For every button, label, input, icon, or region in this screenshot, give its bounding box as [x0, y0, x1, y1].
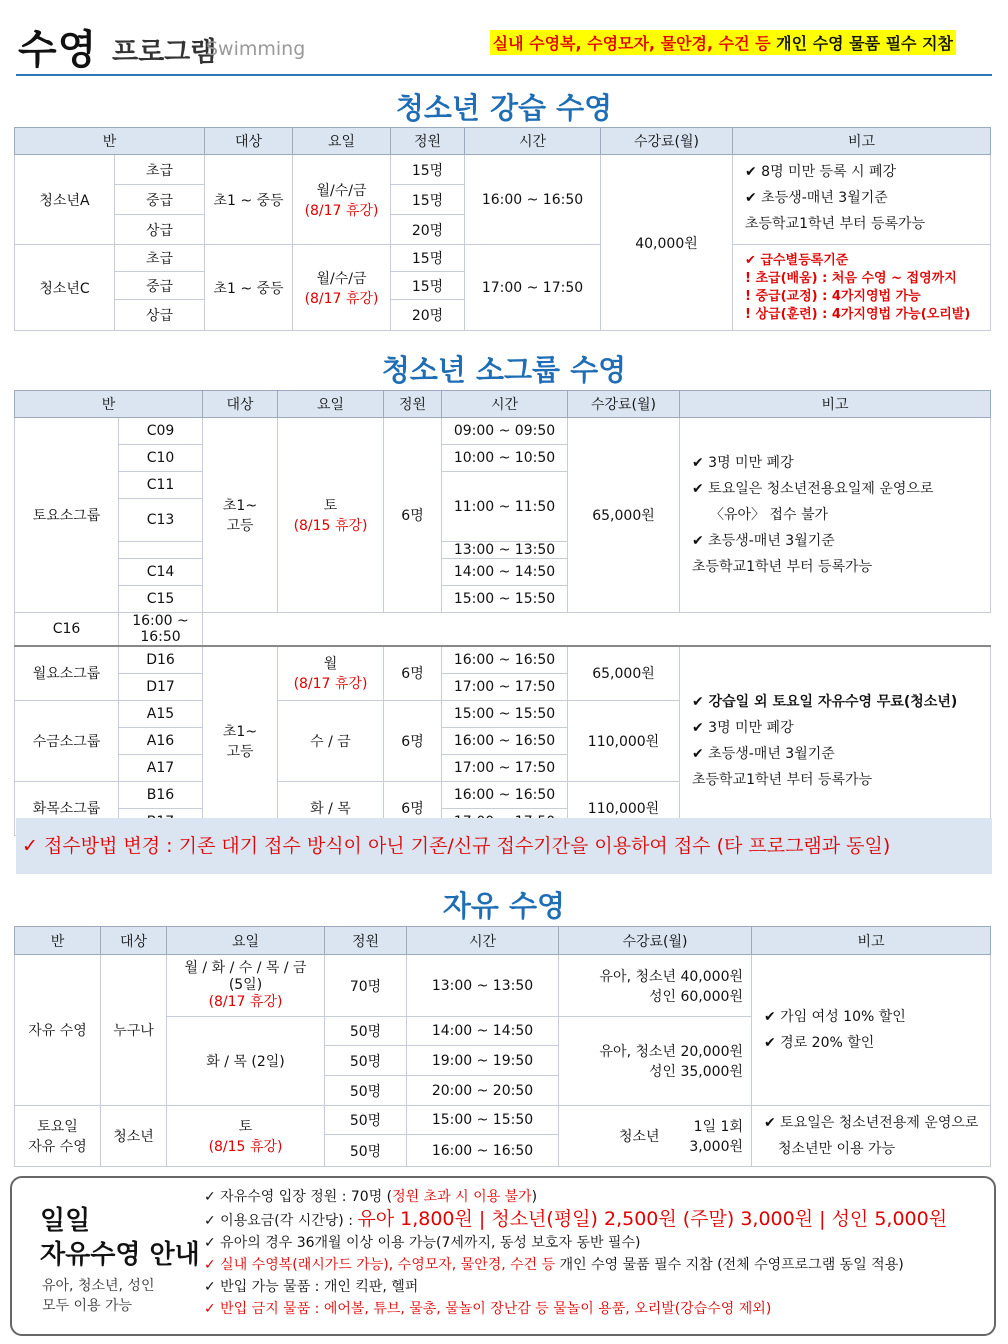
daily-title-line: 자유수영 안내	[40, 1240, 200, 1270]
fee-line: 성인 60,000원	[648, 988, 743, 1005]
page-subtitle: 프로그램	[112, 37, 217, 68]
days-cell	[167, 955, 325, 1017]
time-cell: 16:00 ~ 16:50	[442, 781, 568, 808]
holiday-text: (8/17 휴강)	[304, 290, 379, 307]
free-swim-table	[14, 926, 991, 1167]
capacity-cell: 15명	[391, 272, 465, 300]
notice-black: 개인 수영 물품 필수 지참	[770, 34, 953, 53]
fee-line: 성인 35,000원	[648, 1064, 743, 1080]
time-cell: 14:00 ~ 14:50	[407, 1017, 559, 1046]
capacity-cell: 6명	[384, 418, 442, 613]
class-name-line: 자유 수영	[28, 1139, 87, 1155]
class-name: 월요소그룹	[15, 646, 119, 700]
capacity-cell: 50명	[325, 1135, 407, 1167]
days-cell: 화 / 목	[278, 781, 384, 835]
time-cell: 16:00 ~ 16:50	[465, 155, 601, 245]
capacity-cell: 15명	[391, 185, 465, 215]
code-cell: C10	[119, 445, 203, 472]
time-cell: 16:00 ~ 16:50	[119, 613, 203, 647]
info-text-red: 유아 1,800원 | 청소년(평일) 2,500원 (주말) 3,000원 | 성인 5,000원	[357, 1208, 948, 1230]
holiday-text: (8/17 휴강)	[293, 676, 368, 693]
code-cell: D16	[119, 646, 203, 673]
daily-info-list	[204, 1186, 947, 1320]
class-name: 수금소그룹	[15, 700, 119, 781]
note-line: 초등학교1학년 부터 등록가능	[692, 771, 873, 788]
info-text-red: 정원 초과 시 이용 불가	[392, 1189, 532, 1205]
days-text: 토	[238, 1119, 253, 1135]
fee-line: 유아, 청소년 40,000원	[599, 968, 743, 985]
fee-cell: 40,000원	[601, 155, 733, 331]
code-cell: C16	[15, 613, 119, 647]
note-line: ✔ 초등생-매년 3월기준	[692, 745, 835, 762]
fee-cell: 65,000원	[568, 418, 680, 613]
fee-cell: 65,000원	[568, 646, 680, 700]
class-name: 청소년C	[15, 245, 115, 331]
registration-change-notice: ✓ 접수방법 변경 : 기존 대기 접수 방식이 아닌 기존/신규 접수기간을 이용하여 접수 (타 프로그램과 동일)	[16, 818, 992, 874]
class-name-line: 토요일	[37, 1119, 78, 1135]
days-text: 월	[323, 656, 338, 673]
code-cell: C15	[119, 586, 203, 613]
level-note: ! 상급(훈련) : 4가지영법 가능(오리발)	[745, 306, 971, 322]
fee-line: 1일 1회	[693, 1119, 743, 1135]
time-cell: 17:00 ~ 17:50	[442, 673, 568, 700]
col-header-target: 대상	[205, 128, 293, 155]
level-notes-cell	[733, 245, 991, 331]
col-header-target: 대상	[203, 391, 278, 418]
spacer-cell	[119, 542, 203, 559]
days-sub: (5일)	[228, 977, 263, 993]
fee-cell	[559, 1017, 752, 1106]
capacity-cell: 50명	[325, 1076, 407, 1106]
col-header-capacity: 정원	[391, 128, 465, 155]
info-text: ✓ 이용요금(각 시간당) :	[204, 1213, 358, 1229]
note-cell	[680, 418, 991, 613]
col-header-note: 비고	[752, 927, 991, 955]
col-header-note: 비고	[733, 128, 991, 155]
code-cell: A15	[119, 700, 203, 727]
target-cell: 초1~ 고등	[203, 646, 278, 835]
notice-banner	[490, 30, 956, 55]
fee-cell: 110,000원	[568, 781, 680, 835]
col-header-time: 시간	[465, 128, 601, 155]
note-cell	[680, 646, 991, 835]
small-group-table	[14, 390, 991, 836]
daily-title	[40, 1204, 200, 1272]
col-header-class: 반	[15, 128, 205, 155]
youth-class-table	[14, 127, 991, 331]
col-header-days: 요일	[278, 391, 384, 418]
note-line: 청소년만 이용 가능	[778, 1141, 896, 1157]
capacity-cell: 15명	[391, 245, 465, 272]
days-cell	[278, 646, 384, 700]
holiday-text: (8/15 휴강)	[208, 1139, 283, 1155]
days-text: 토	[323, 498, 338, 514]
time-cell: 19:00 ~ 19:50	[407, 1046, 559, 1076]
target-cell: 청소년	[101, 1106, 167, 1167]
col-header-fee: 수강료(월)	[559, 927, 752, 955]
note-line: ✔ 3명 미만 폐강	[692, 719, 794, 736]
header-divider	[16, 74, 992, 76]
col-header-class: 반	[15, 391, 203, 418]
page-header	[16, 18, 992, 76]
fee-line: 유아, 청소년 20,000원	[599, 1044, 743, 1060]
target-cell: 초1 ~ 중등	[205, 245, 293, 331]
note-line: 초등학교1학년 부터 등록가능	[692, 559, 873, 575]
daily-title-line: 일일	[40, 1206, 91, 1236]
note-line: ✔ 강습일 외 토요일 자유수영 무료(청소년)	[692, 693, 958, 710]
daily-subtitle	[42, 1276, 154, 1316]
capacity-cell: 20명	[391, 215, 465, 245]
col-header-note: 비고	[680, 391, 991, 418]
holiday-text: (8/15 휴강)	[293, 518, 368, 534]
note-line: ✔ 토요일은 청소년전용제 운영으로	[764, 1115, 979, 1131]
col-header-class: 반	[15, 927, 101, 955]
page-title-en: Swimming	[206, 38, 306, 60]
time-cell: 13:00 ~ 13:50	[442, 542, 568, 559]
capacity-cell: 6명	[384, 781, 442, 835]
code-cell: A17	[119, 754, 203, 781]
daily-free-swim-box	[10, 1176, 996, 1336]
daily-info-fees	[204, 1208, 947, 1232]
col-header-time: 시간	[442, 391, 568, 418]
days-cell	[167, 1106, 325, 1167]
days-cell	[293, 155, 391, 245]
col-header-days: 요일	[293, 128, 391, 155]
col-header-capacity: 정원	[325, 927, 407, 955]
note-cell	[733, 155, 991, 245]
time-cell: 16:00 ~ 16:50	[442, 646, 568, 673]
info-text: ✓ 자유수영 입장 정원 : 70명 (	[204, 1189, 393, 1205]
code-cell: C13	[119, 499, 203, 542]
daily-info-capacity	[204, 1186, 947, 1208]
class-name	[15, 1106, 101, 1167]
time-cell: 14:00 ~ 14:50	[442, 559, 568, 586]
code-cell: C11	[119, 472, 203, 499]
class-name: 청소년A	[15, 155, 115, 245]
class-name: 화목소그룹	[15, 781, 119, 835]
time-cell: 09:00 ~ 09:50	[442, 418, 568, 445]
info-text-red: ✓ 실내 수영복(래시가드 가능), 수영모자, 물안경, 수건 등	[204, 1257, 556, 1273]
holiday-text: (8/17 휴강)	[208, 994, 283, 1010]
fee-label: 청소년	[619, 1129, 660, 1145]
time-cell: 20:00 ~ 20:50	[407, 1076, 559, 1106]
col-header-days: 요일	[167, 927, 325, 955]
code-cell: B16	[119, 781, 203, 808]
days-cell: 화 / 목 (2일)	[167, 1017, 325, 1106]
section-title-free-swim: 자유 수영	[442, 889, 566, 923]
note-line: ✔ 초등생-매년 3월기준	[745, 190, 888, 206]
fee-cell: 110,000원	[568, 700, 680, 781]
level-note: ! 초급(배움) : 처음 수영 ~ 접영까지	[745, 270, 957, 286]
time-cell: 11:00 ~ 11:50	[442, 472, 568, 542]
note-cell	[752, 1106, 991, 1167]
note-line: 〈유아〉 접수 불가	[710, 507, 829, 523]
capacity-cell: 15명	[391, 155, 465, 185]
level-cell: 초급	[115, 155, 205, 185]
code-cell: C14	[119, 559, 203, 586]
capacity-cell: 6명	[384, 700, 442, 781]
target-cell: 초1~ 고등	[203, 418, 278, 613]
note-line: 초등학교1학년 부터 등록가능	[745, 216, 926, 232]
days-cell: 수 / 금	[278, 700, 384, 781]
daily-subtitle-line: 유아, 청소년, 성인	[42, 1278, 155, 1294]
capacity-cell: 50명	[325, 1046, 407, 1076]
daily-info-gear	[204, 1254, 947, 1276]
days-cell	[278, 418, 384, 613]
capacity-cell: 6명	[384, 646, 442, 700]
note-line: ✔ 초등생-매년 3월기준	[692, 533, 835, 549]
daily-subtitle-line: 모두 이용 가능	[42, 1298, 133, 1314]
target-cell: 초1 ~ 중등	[205, 155, 293, 245]
fee-value	[689, 1116, 743, 1156]
time-cell: 17:00 ~ 17:50	[442, 754, 568, 781]
class-name: 토요소그룹	[15, 418, 119, 613]
code-cell: D17	[119, 673, 203, 700]
level-cell: 상급	[115, 300, 205, 331]
col-header-fee: 수강료(월)	[601, 128, 733, 155]
note-line: ✔ 3명 미만 폐강	[692, 455, 794, 471]
level-cell: 상급	[115, 215, 205, 245]
fee-cell	[559, 1106, 752, 1167]
col-header-time: 시간	[407, 927, 559, 955]
time-cell: 16:00 ~ 16:50	[407, 1135, 559, 1167]
section-title-small-group: 청소년 소그룹 수영	[381, 353, 627, 387]
time-cell: 16:00 ~ 16:50	[442, 727, 568, 754]
level-cell: 중급	[115, 185, 205, 215]
days-text: 월 / 화 / 수 / 목 / 금	[184, 960, 307, 976]
note-line: ✔ 토요일은 청소년전용요일제 운영으로	[692, 481, 934, 497]
level-cell: 초급	[115, 245, 205, 272]
target-cell: 누구나	[101, 955, 167, 1106]
time-cell: 13:00 ~ 13:50	[407, 955, 559, 1017]
time-cell: 15:00 ~ 15:50	[442, 700, 568, 727]
capacity-cell: 20명	[391, 300, 465, 331]
level-cell: 중급	[115, 272, 205, 300]
page-title: 수영	[18, 27, 98, 73]
col-header-fee: 수강료(월)	[568, 391, 680, 418]
capacity-cell: 50명	[325, 1106, 407, 1135]
code-cell: A16	[119, 727, 203, 754]
daily-info-infant: ✓ 유아의 경우 36개월 이상 이용 가능(7세까지, 동성 보호자 동반 필수)	[204, 1235, 641, 1251]
note-line: ✔ 가임 여성 10% 할인	[764, 1009, 906, 1025]
note-line: ✔ 경로 20% 할인	[764, 1035, 875, 1051]
level-note: ✔ 급수별등록기준	[745, 252, 849, 268]
time-cell: 15:00 ~ 15:50	[407, 1106, 559, 1135]
info-text: )	[531, 1189, 538, 1205]
section-title-youth-class: 청소년 강습 수영	[395, 91, 613, 125]
time-cell: 10:00 ~ 10:50	[442, 445, 568, 472]
time-cell: 17:00 ~ 17:50	[465, 245, 601, 331]
capacity-cell: 70명	[325, 955, 407, 1017]
code-cell: C09	[119, 418, 203, 445]
col-header-target: 대상	[101, 927, 167, 955]
days-cell	[293, 245, 391, 331]
note-line: ✔ 8명 미만 등록 시 폐강	[745, 164, 897, 180]
notice-red: 실내 수영복, 수영모자, 물안경, 수건 등	[492, 34, 771, 53]
info-text: 개인 수영 물품 필수 지참 (전체 수영프로그램 동일 적용)	[555, 1257, 904, 1273]
fee-box	[559, 1116, 751, 1156]
note-cell	[752, 955, 991, 1106]
days-text: 월/수/금	[316, 270, 367, 287]
daily-info-prohibited: ✓ 반입 금지 물품 : 에어볼, 튜브, 물총, 물놀이 장난감 등 물놀이 용품, 오리발(강습수영 제외)	[204, 1301, 772, 1317]
fee-cell	[559, 955, 752, 1017]
col-header-capacity: 정원	[384, 391, 442, 418]
daily-info-allowed: ✓ 반입 가능 물품 : 개인 킥판, 헬퍼	[204, 1279, 419, 1295]
time-cell: 15:00 ~ 15:50	[442, 586, 568, 613]
fee-line: 3,000원	[689, 1139, 743, 1155]
capacity-cell: 50명	[325, 1017, 407, 1046]
days-text: 월/수/금	[316, 182, 367, 199]
holiday-text: (8/17 휴강)	[304, 202, 379, 219]
level-note: ! 중급(교정) : 4가지영법 가능	[745, 288, 921, 304]
class-name: 자유 수영	[15, 955, 101, 1106]
